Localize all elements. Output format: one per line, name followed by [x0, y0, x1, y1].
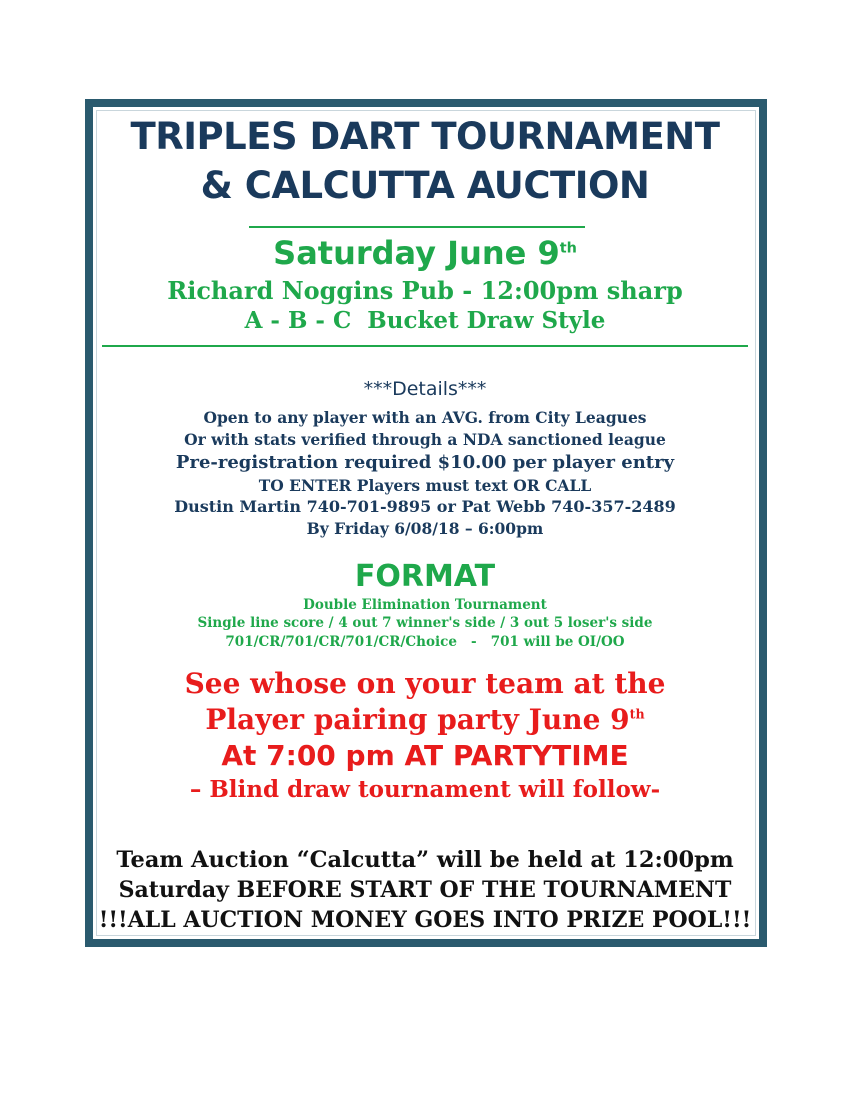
details-line-4: TO ENTER Players must text OR CALL	[258, 476, 592, 495]
pairing-line-1: See whose on your team at the	[184, 667, 666, 700]
format-line-3: 701/CR/701/CR/701/CR/Choice - 701 will be OI/OO	[225, 634, 625, 650]
title-line-1: TRIPLES DART TOURNAMENT	[130, 115, 720, 158]
venue-line: Richard Noggins Pub - 12:00pm sharp	[167, 276, 683, 305]
long-divider	[102, 345, 748, 347]
pairing-line-4: – Blind draw tournament will follow-	[189, 776, 661, 803]
short-divider	[249, 226, 585, 228]
details-line-5: Dustin Martin 740-701-9895 or Pat Webb 740-357-2489	[174, 497, 676, 516]
auction-line-1: Team Auction “Calcutta” will be held at 12:00pm	[116, 847, 734, 873]
details-line-3: Pre-registration required $10.00 per player entry	[175, 452, 675, 473]
pairing-line-2	[0, 703, 850, 736]
auction-line-2: Saturday BEFORE START OF THE TOURNAMENT	[118, 877, 732, 903]
event-date-suffix: th	[559, 240, 577, 257]
pairing-line-2-text: Player pairing party June 9	[205, 703, 630, 736]
format-heading: FORMAT	[354, 559, 496, 594]
pairing-line-2-suffix: th	[629, 706, 645, 722]
details-heading: ***Details***	[363, 378, 487, 400]
pairing-line-3: At 7:00 pm AT PARTYTIME	[221, 739, 629, 772]
details-line-2: Or with stats verified through a NDA sanctioned league	[184, 430, 666, 449]
details-line-6: By Friday 6/08/18 – 6:00pm	[306, 519, 544, 538]
event-date-text: Saturday June 9	[273, 234, 560, 272]
title-line-2: & CALCUTTA AUCTION	[200, 164, 650, 207]
format-line-1: Double Elimination Tournament	[303, 597, 547, 613]
auction-line-3: !!!ALL AUCTION MONEY GOES INTO PRIZE POOL!!!	[98, 907, 752, 933]
draw-style-line: A - B - C Bucket Draw Style	[244, 307, 606, 334]
event-date	[0, 234, 850, 272]
details-line-1: Open to any player with an AVG. from City Leagues	[203, 408, 647, 427]
format-line-2: Single line score / 4 out 7 winner's side / 3 out 5 loser's side	[197, 615, 653, 631]
